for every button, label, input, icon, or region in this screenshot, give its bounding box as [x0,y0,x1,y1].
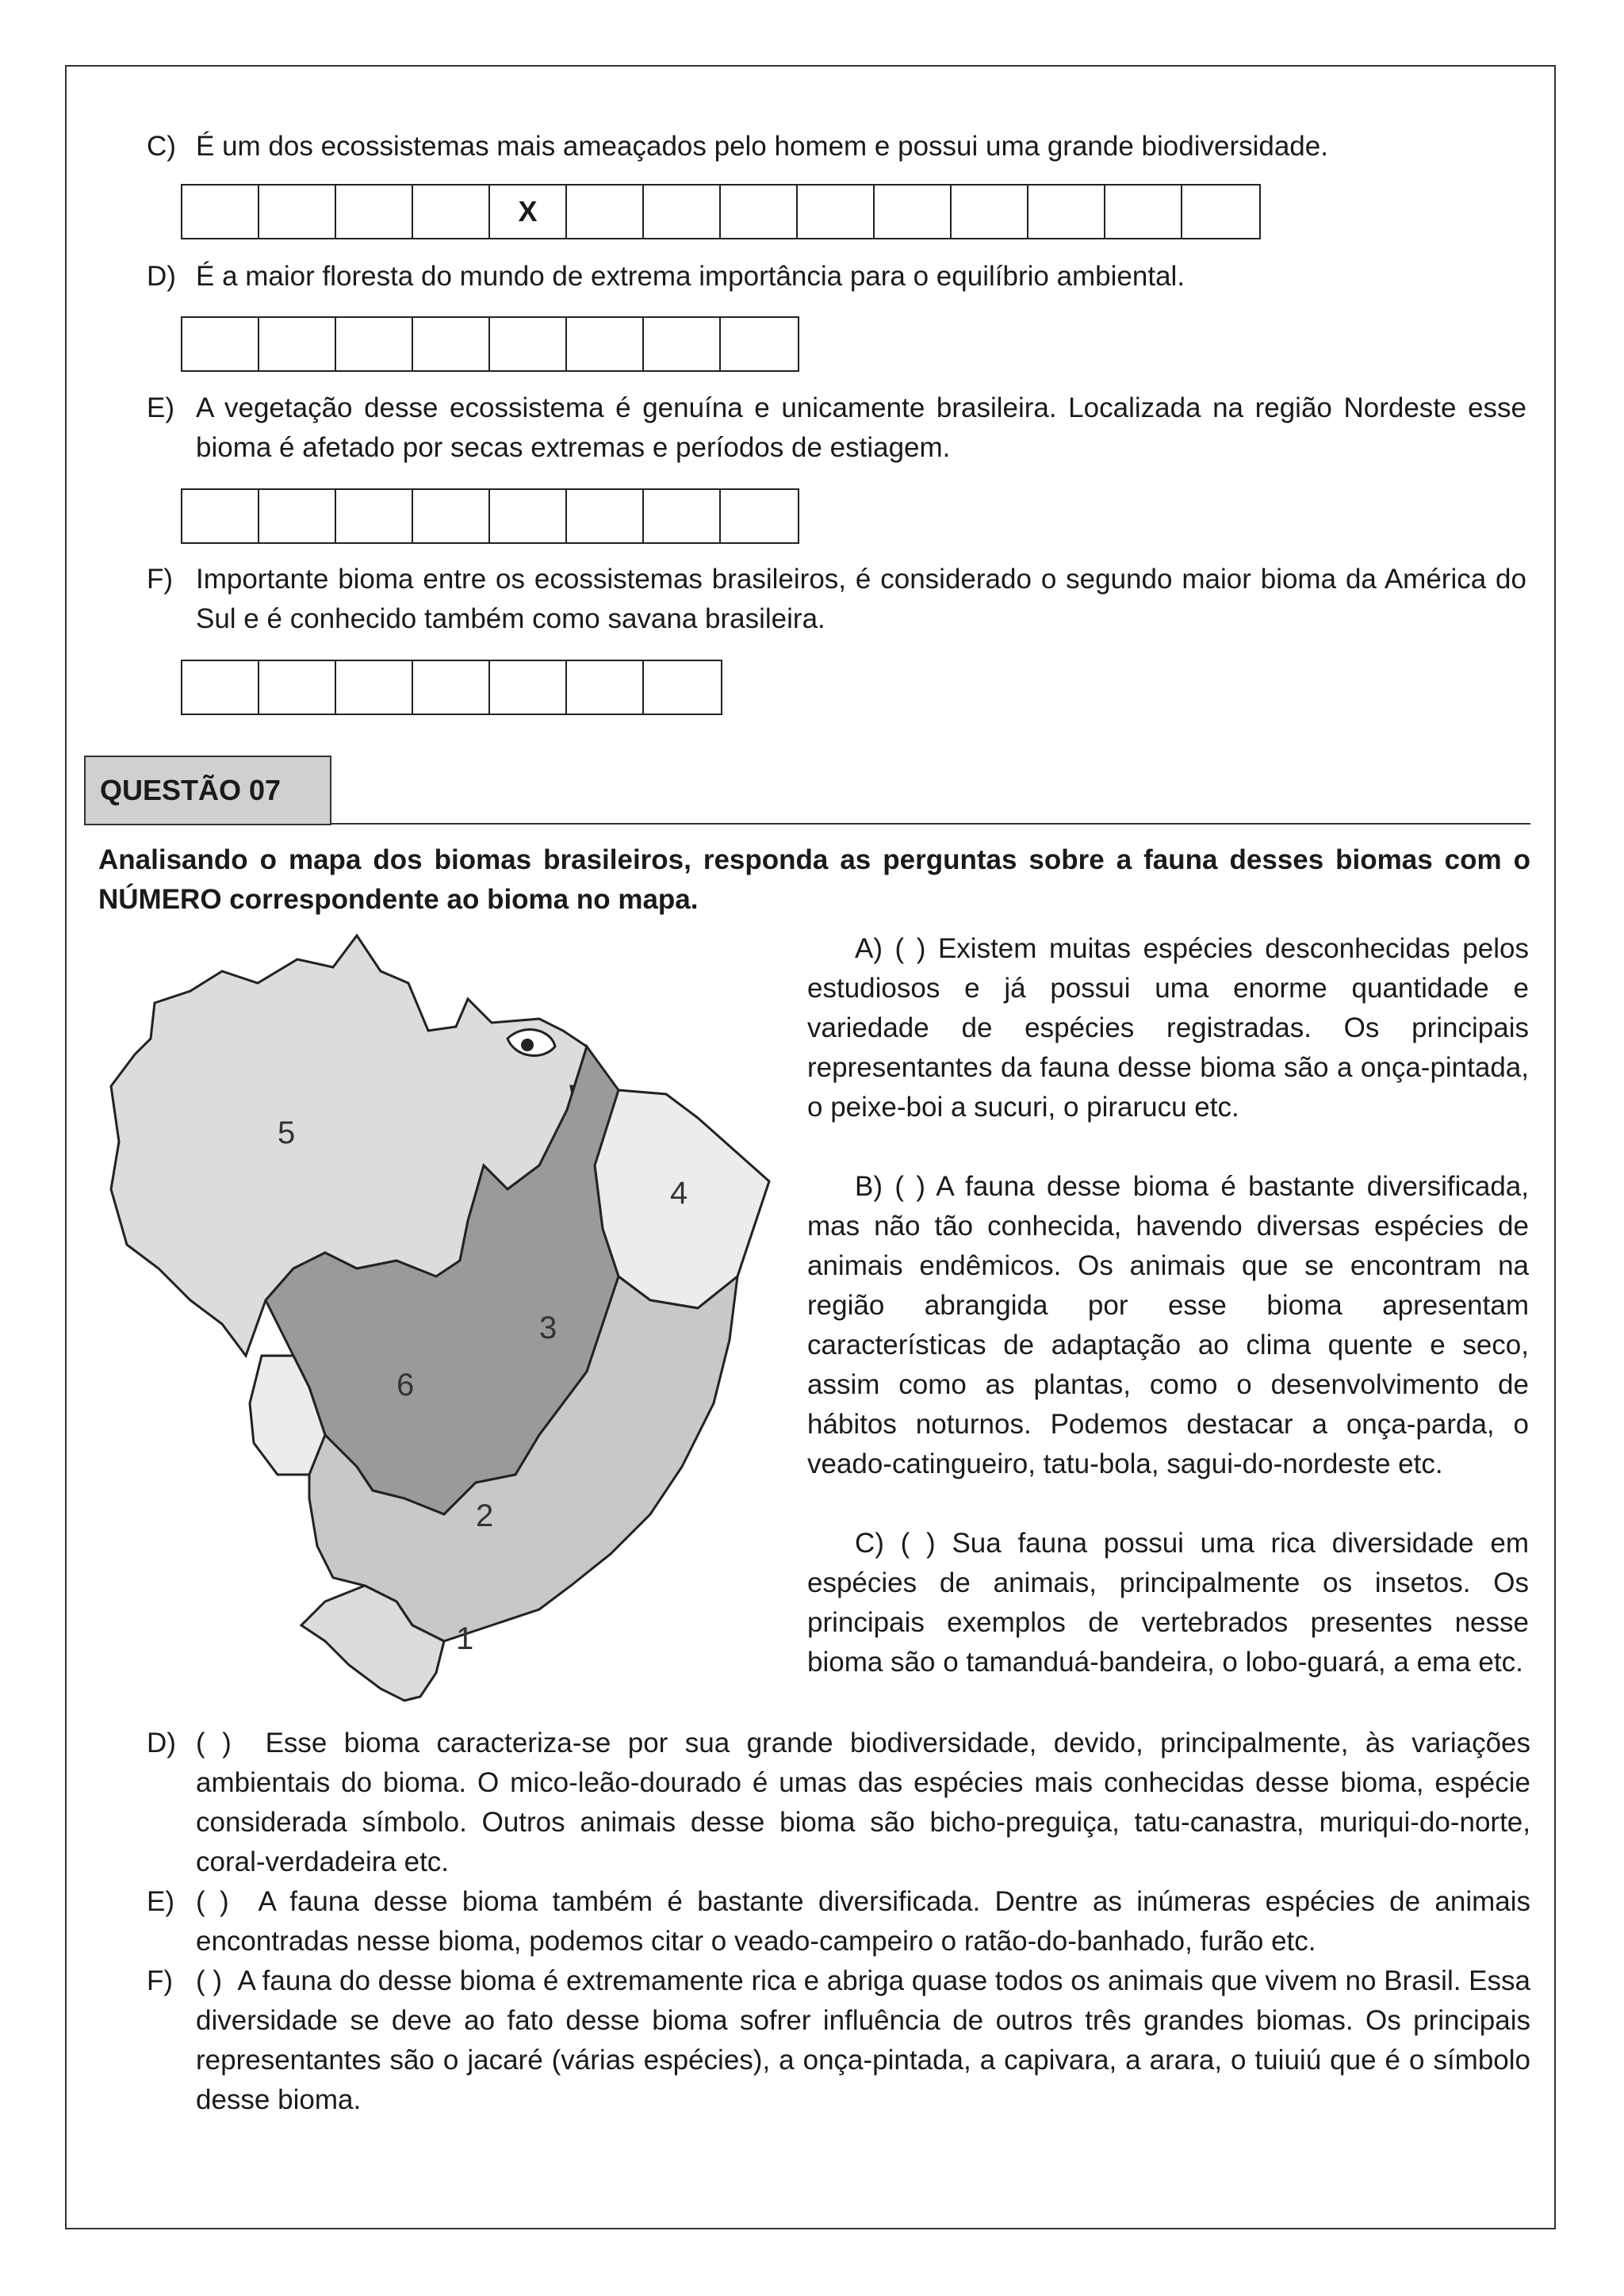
answer-cell[interactable] [567,186,644,238]
item-text: É a maior floresta do mundo de extrema importância para o equilíbrio ambiental. [196,261,1185,292]
answer-cell[interactable] [490,661,567,714]
answer-cell[interactable] [259,661,336,714]
answer-blank[interactable]: ( ) [894,933,926,964]
item-letter: D) [147,261,176,292]
answer-cell[interactable] [336,186,413,238]
item-text: É um dos ecossistemas mais ameaçados pelo homem e possui uma grande biodiversidade. [196,131,1328,162]
answer-blank[interactable]: ( ) [894,1171,925,1202]
question-header: QUESTÃO 07 [84,756,331,825]
answer-cell[interactable] [1028,186,1105,238]
answer-cell[interactable] [413,490,490,542]
answer-cell[interactable] [413,186,490,238]
answer-cell[interactable] [567,318,644,370]
item-text: A vegetação desse ecossistema é genuína e unicamente brasileira. Localizada na região Nordeste esse bioma é afetado por secas extremas e períodos de estiagem. [196,392,1526,463]
option-b [807,1167,1529,1484]
answer-grid-c [181,184,1261,239]
item-e [147,388,1526,468]
answer-cell[interactable] [336,490,413,542]
answer-cell[interactable] [413,661,490,714]
answer-cell[interactable] [721,186,798,238]
header-rule [331,823,1530,825]
option-d [147,1724,1530,1882]
answer-cell[interactable] [182,186,259,238]
answer-cell[interactable] [644,490,721,542]
option-letter: E) [147,1886,174,1917]
option-text: A fauna do desse bioma é extremamente rica e abriga quase todos os animais que vivem no Brasil. Essa diversidade se deve ao fato desse bioma sofrer influência de outros três grandes biomas. Os principais representantes são o jacaré (várias espécies), a onça-pintada, a capivara, a arara, o tuiuiú que é o símbolo desse bioma. [196,1965,1530,2115]
island-mark [521,1039,534,1051]
answer-cell[interactable]: X [490,186,567,238]
option-text: A fauna desse bioma é bastante diversificada, mas não tão conhecida, havendo diversas espécies de animais endêmicos. Os animais que se encontram na região abrangida por esse bioma apresentam características de adaptação ao clima quente e seco, assim como as plantas, como o desenvolvimento de hábitos noturnos. Podemos destacar a onça-parda, o veado-catingueiro, tatu-bola, sagui-do-nordeste etc. [807,1171,1529,1479]
answer-blank[interactable]: ( ) [900,1528,936,1559]
item-text: Importante bioma entre os ecossistemas brasileiros, é considerado o segundo maior bioma da América do Sul e é conhecido também como savana brasileira. [196,564,1526,634]
answer-grid-e [181,488,799,544]
item-d [147,257,1526,297]
answer-cell[interactable] [490,318,567,370]
map-label-1: 1 [456,1621,474,1656]
answer-cell[interactable] [259,318,336,370]
option-f [147,1961,1530,2120]
answer-cell[interactable] [1105,186,1182,238]
option-text: Existem muitas espécies desconhecidas pelos estudiosos e já possui uma enorme quantidade e variedade de espécies registradas. Os principais representantes da fauna desse bioma são a onça-pintada, o peixe-boi a sucuri, o pirarucu etc. [807,933,1529,1123]
answer-cell[interactable] [182,490,259,542]
question-instruction: Analisando o mapa dos biomas brasileiros, responda as perguntas sobre a fauna desses biomas com o NÚMERO correspondente ao bioma no mapa. [98,844,1530,915]
answer-cell[interactable] [567,490,644,542]
answer-cell[interactable] [259,490,336,542]
answer-cell[interactable] [721,490,798,542]
answer-blank[interactable]: ( ) [196,1965,223,1996]
map-label-4: 4 [670,1176,688,1211]
option-letter: F) [147,1965,174,1996]
answer-cell[interactable] [1182,186,1259,238]
answer-cell[interactable] [644,318,721,370]
answer-grid-d [181,316,799,372]
option-c [807,1524,1529,1682]
option-letter: A) [855,933,883,964]
answer-grid-f [181,660,722,715]
answer-cell[interactable] [336,318,413,370]
answer-cell[interactable] [182,318,259,370]
item-letter: E) [147,392,174,423]
item-c [147,127,1526,166]
item-letter: F) [147,564,174,595]
item-letter: C) [147,131,176,162]
answer-cell[interactable] [413,318,490,370]
answer-blank[interactable]: ( ) [196,1728,232,1758]
brazil-biomes-map [95,928,793,1705]
answer-cell[interactable] [490,490,567,542]
answer-cell[interactable] [567,661,644,714]
item-f [147,560,1526,639]
answer-blank[interactable]: ( ) [196,1886,229,1917]
answer-cell[interactable] [644,186,721,238]
answer-cell[interactable] [182,661,259,714]
map-label-3: 3 [539,1311,557,1345]
answer-cell[interactable] [259,186,336,238]
option-text: A fauna desse bioma também é bastante diversificada. Dentre as inúmeras espécies de animais encontradas nesse bioma, podemos citar o veado-campeiro o ratão-do-banhado, furão etc. [196,1886,1531,1957]
answer-cell[interactable] [644,661,721,714]
answer-cell[interactable] [875,186,952,238]
map-label-2: 2 [476,1498,494,1533]
answer-cell[interactable] [798,186,875,238]
option-text: Esse bioma caracteriza-se por sua grande biodiversidade, devido, principalmente, às variações ambientais do bioma. O mico-leão-dourado é umas das espécies mais conhecidas desse bioma, espécie considerada símbolo. Outros animais desse bioma são bicho-preguiça, tatu-canastra, muriqui-do-norte, coral-verdadeira etc. [196,1728,1530,1877]
answer-cell[interactable] [952,186,1028,238]
option-e [147,1882,1530,1961]
map-label-5: 5 [278,1115,296,1150]
option-letter: C) [855,1528,884,1559]
option-text: Sua fauna possui uma rica diversidade em espécies de animais, principalmente os insetos. Os principais exemplos de vertebrados presentes nesse bioma são o tamanduá-bandeira, o lobo-guará, a ema etc. [807,1528,1529,1678]
answer-cell[interactable] [336,661,413,714]
option-a [807,929,1529,1127]
option-letter: B) [855,1171,883,1202]
answer-cell[interactable] [721,318,798,370]
option-letter: D) [147,1728,176,1758]
map-label-6: 6 [396,1368,415,1402]
